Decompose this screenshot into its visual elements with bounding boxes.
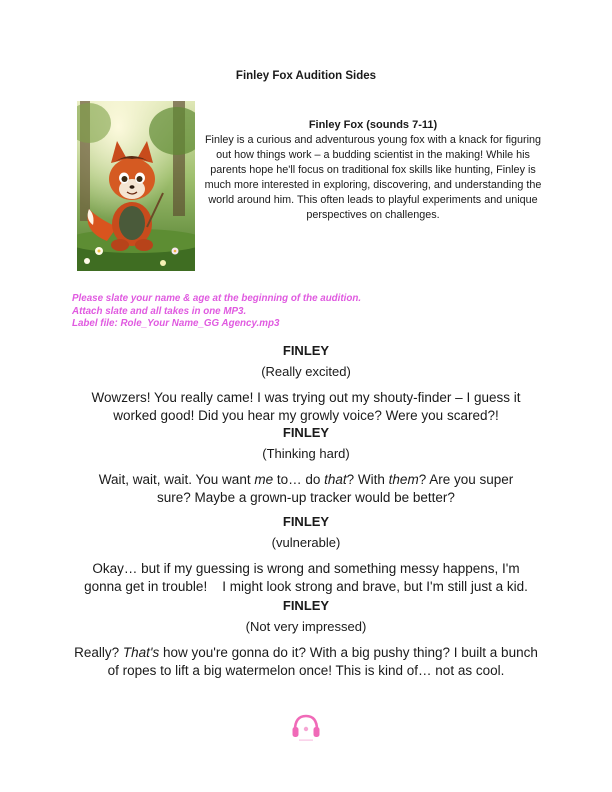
character-name: FINLEY [282,514,330,529]
stage-direction: (Really excited) [261,364,351,379]
headphones-logo-icon [289,710,323,742]
dialogue-emphasis: me [254,472,274,487]
dialogue-emphasis: them [388,472,419,487]
dialogue-line: Okay… but if my guessing is wrong and something messy happens, I'm gonna get in trouble! I might look strong and brave, but I'm still just a kid. [84,561,528,594]
dialogue-emphasis: that [324,472,347,487]
character-name: FINLEY [282,598,330,613]
role-description: Finley is a curious and adventurous young fox with a knack for figuring out how things work – a budding scientist in the making! While his parents hope he'll focus on traditional fox skills like hunting, Finley is much more interested in exploring, discovering, and understanding the world around him. This often leads to playful experiments and unique perspectives on challenges. [204,134,542,221]
side-block [55,514,557,596]
dialogue-text: ? With [346,472,389,487]
dialogue-text: ? Are you super sure? Maybe a grown-up tracker would be better? [157,472,514,505]
instruction-attach: Attach slate and all takes in one MP3. [72,305,247,317]
stage-direction: (Thinking hard) [262,446,350,461]
dialogue-emphasis: That's [122,645,160,660]
dialogue-text: Really? [74,645,123,660]
dialogue-text: how you're gonna do it? With a big pushy thing? I built a bunch of ropes to lift a big watermelon once! This is kind of… not as cool. [107,645,538,678]
dialogue-text: Wait, wait, wait. You want [98,472,255,487]
fox-character-illustration [77,101,195,271]
role-heading: Finley Fox (sounds 7-11) [308,119,438,131]
dialogue-text: to… do [273,472,325,487]
page-title: Finley Fox Audition Sides [235,70,377,82]
instruction-slate: Please slate your name & age at the beginning of the audition. [72,293,362,304]
dialogue-line: Wowzers! You really came! I was trying out my shouty-finder – I guess it worked good! Did you hear my growly voice? Were you scared?! [91,390,521,423]
stage-direction: (vulnerable) [271,535,341,550]
role-description-block [198,118,548,223]
dialogue-line [55,471,557,507]
side-block [55,425,557,507]
side-block [55,598,557,680]
stage-direction: (Not very impressed) [245,619,367,634]
side-block [55,343,557,425]
instruction-label-file: Label file: Role_Your Name_GG Agency.mp3 [72,318,280,329]
character-name: FINLEY [282,425,330,440]
character-name: FINLEY [282,343,330,358]
audition-instructions [72,293,492,331]
dialogue-line [55,644,557,680]
